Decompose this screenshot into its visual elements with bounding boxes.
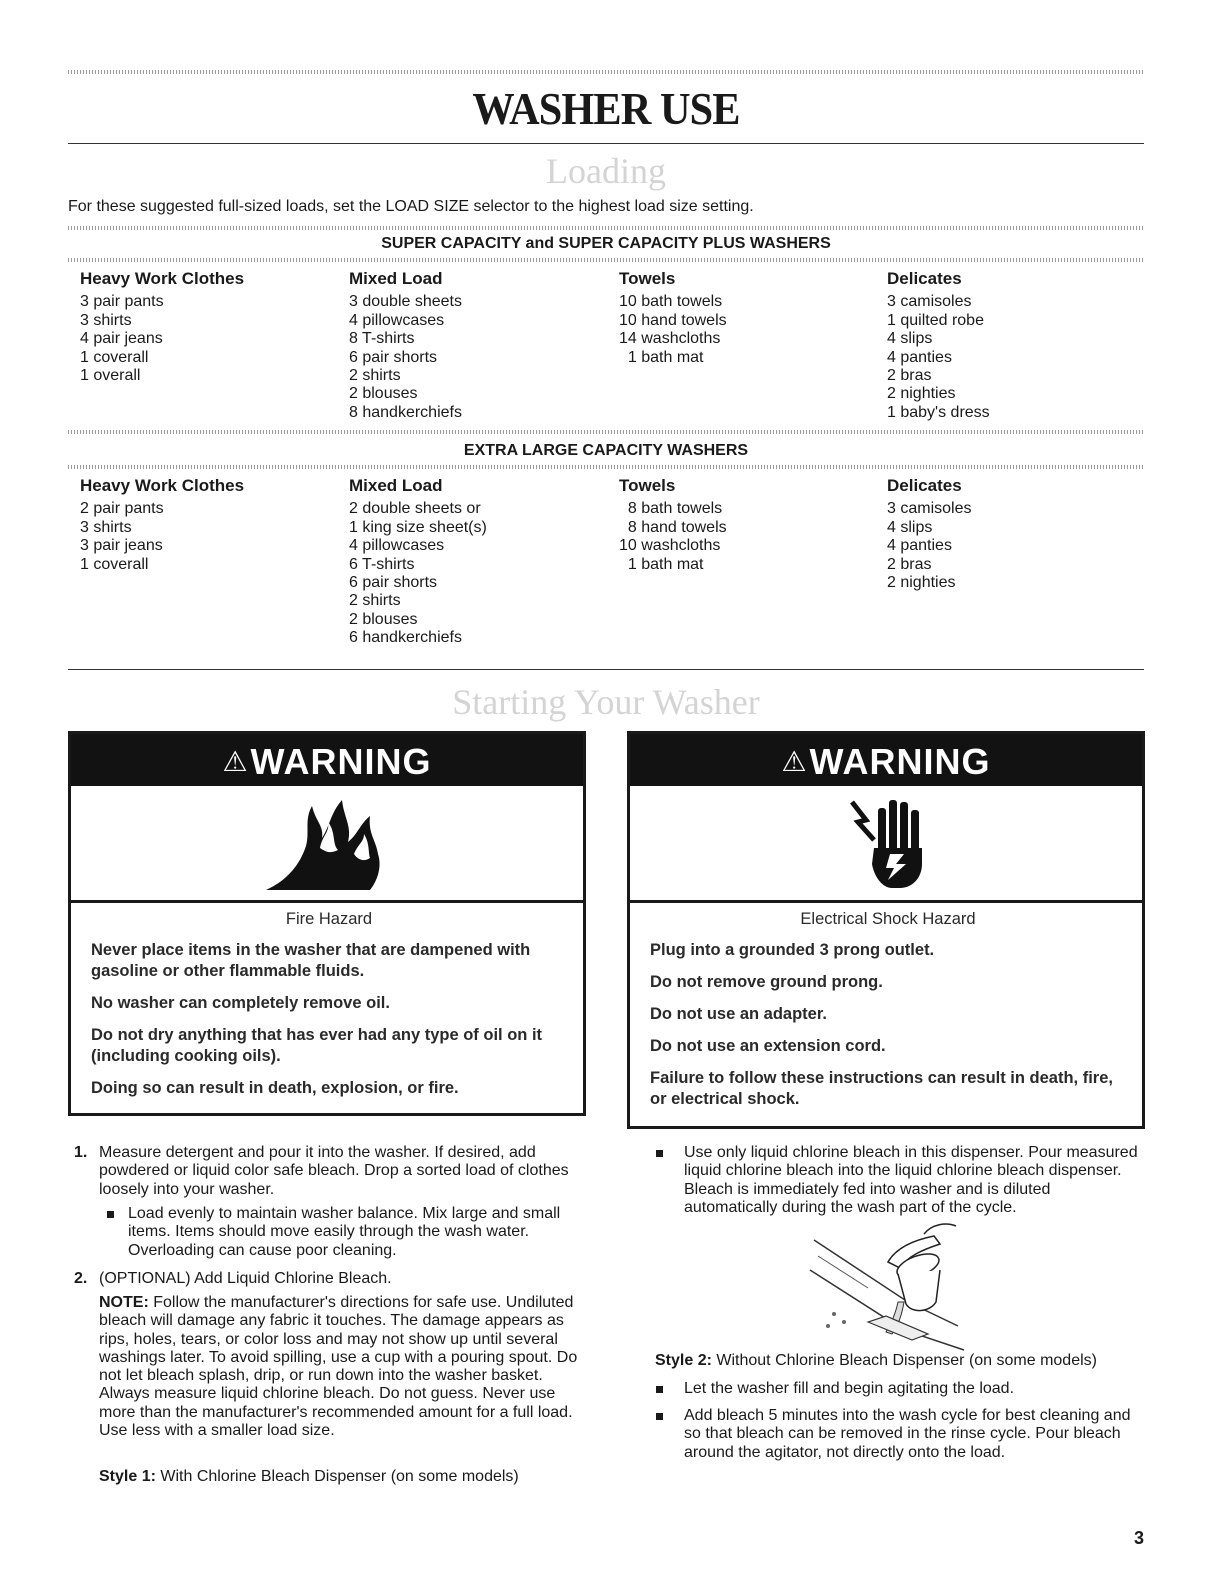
- load-item: 1 coverall: [80, 555, 149, 573]
- note-label: NOTE:: [99, 1294, 149, 1311]
- warning-line: Never place items in the washer that are dampened with gasoline or other flammable fluids.: [91, 941, 531, 980]
- load-item: 3 pair jeans: [80, 537, 163, 555]
- warning-line: Doing so can result in death, explosion, or fire.: [91, 1079, 459, 1097]
- style-1-line: [99, 1468, 589, 1486]
- style-1-text: With Chlorine Bleach Dispenser (on some models): [160, 1468, 519, 1485]
- load-item: 2 bras: [887, 555, 932, 573]
- load-item: 2 blouses: [349, 610, 418, 628]
- warning-line: Do not use an extension cord.: [650, 1037, 886, 1055]
- load-item: 14 washcloths: [619, 330, 721, 348]
- fire-warning-box: [68, 731, 586, 1116]
- warning-line: Do not remove ground prong.: [650, 973, 883, 991]
- load-column: [349, 477, 487, 648]
- loading-section-title: Loading: [546, 151, 666, 191]
- load-item: 3 shirts: [80, 311, 132, 329]
- step-1-text: Measure detergent and pour it into the washer. If desired, add powdered or liquid color safe bleach. Drop a sorted load of clothes loosely into your washer.: [99, 1144, 569, 1198]
- step-1-bullet: Load evenly to maintain washer balance. Mix large and small items. Items should move easily through the wash water. Overloading can cause poor cleaning.: [128, 1205, 561, 1259]
- load-item: 1 quilted robe: [887, 311, 984, 329]
- load-item: 2 double sheets or: [349, 500, 481, 518]
- load-item: 2 blouses: [349, 385, 418, 403]
- shock-warning-box: [627, 731, 1145, 1129]
- style-1-label: Style 1:: [99, 1468, 156, 1485]
- load-item: 4 pair jeans: [80, 330, 163, 348]
- load-item: 1 overall: [80, 367, 141, 385]
- page-title: WASHER USE: [472, 83, 740, 134]
- load-item: 3 camisoles: [887, 500, 972, 518]
- warning-line: Failure to follow these instructions can result in death, fire, or electrical shock.: [650, 1069, 1113, 1108]
- style-2-line: [655, 1352, 1145, 1370]
- load-item: 2 bras: [887, 367, 932, 385]
- warning-label: WARNING: [809, 741, 991, 782]
- shock-pictogram: [630, 786, 1142, 903]
- step-2-note: [99, 1294, 589, 1440]
- load-column: [619, 477, 727, 574]
- bullet-icon: [107, 1211, 114, 1218]
- load-column: [80, 270, 244, 385]
- column-header: Heavy Work Clothes: [80, 476, 245, 495]
- load-column: [80, 477, 244, 574]
- column-header: Mixed Load: [349, 476, 443, 495]
- load-item: 1 bath mat: [619, 348, 704, 366]
- load-item: 8 T-shirts: [349, 330, 415, 348]
- load-item: 4 pillowcases: [349, 537, 445, 555]
- top-dotted-rule: [68, 70, 1144, 74]
- table1-top-rule: [68, 226, 1144, 230]
- column-header: Mixed Load: [349, 269, 443, 288]
- load-item: 6 pair shorts: [349, 348, 438, 366]
- load-item: 10 hand towels: [619, 311, 727, 329]
- load-item: 8 handkerchiefs: [349, 403, 462, 421]
- fire-hazard-icon: [260, 792, 400, 896]
- note-text: Follow the manufacturer's directions for safe use. Undiluted bleach will damage any fabric it touches. The damage appears as rips, holes, tears, or color loss and may not show up until several washings later. To avoid spilling, use a cup with a pouring spout. Do not let bleach splash, drip, or run down into the washer basket. Always measure liquid chlorine bleach. Do not guess. Never use more than the manufacturer's recommended amount for a full load. Use less with a smaller load size.: [99, 1294, 578, 1440]
- load-item: 4 slips: [887, 330, 933, 348]
- hazard-title: Fire Hazard: [285, 910, 373, 928]
- starting-section-title: Starting Your Washer: [452, 682, 760, 722]
- page-number: 3: [1133, 1528, 1144, 1548]
- shock-warning-text: [650, 909, 1126, 1121]
- warning-triangle-icon: ⚠: [781, 746, 808, 777]
- load-item: 3 shirts: [80, 518, 132, 536]
- warning-line: No washer can completely remove oil.: [91, 994, 390, 1012]
- style-2-label: Style 2:: [655, 1352, 712, 1369]
- load-item: 8 hand towels: [619, 518, 727, 536]
- column-header: Heavy Work Clothes: [80, 269, 245, 288]
- title-rule: [68, 143, 1144, 144]
- table2-heading-rule: [68, 465, 1144, 469]
- warning-label: WARNING: [250, 741, 432, 782]
- column-header: Towels: [619, 476, 676, 495]
- load-item: 2 pair pants: [80, 500, 164, 518]
- fire-warning-text: [91, 909, 567, 1110]
- step-1-number: 1.: [74, 1144, 88, 1161]
- warning-triangle-icon: ⚠: [222, 746, 249, 777]
- load-item: 10 bath towels: [619, 293, 723, 311]
- load-item: 2 shirts: [349, 367, 401, 385]
- bullet-icon: [656, 1413, 663, 1420]
- electrical-shock-icon: [844, 792, 934, 896]
- table2-top-rule: [68, 430, 1144, 434]
- load-item: 4 slips: [887, 518, 933, 536]
- table1-heading: SUPER CAPACITY and SUPER CAPACITY PLUS WASHERS: [381, 235, 831, 252]
- add-bleach-bullet: Add bleach 5 minutes into the wash cycle for best cleaning and so that bleach can be removed in the rinse cycle. Pour bleach around the agitator, not directly onto the load.: [684, 1407, 1131, 1461]
- warning-banner: [71, 734, 583, 786]
- load-column: [887, 270, 990, 422]
- table2-heading: EXTRA LARGE CAPACITY WASHERS: [463, 442, 749, 459]
- load-item: 10 washcloths: [619, 537, 721, 555]
- warning-line: Plug into a grounded 3 prong outlet.: [650, 941, 935, 959]
- load-item: 3 pair pants: [80, 293, 164, 311]
- load-item: 4 panties: [887, 537, 952, 555]
- bullet-icon: [656, 1386, 663, 1393]
- load-item: 1 baby's dress: [887, 403, 990, 421]
- step-2-number: 2.: [74, 1270, 88, 1287]
- load-item: 6 handkerchiefs: [349, 629, 462, 647]
- load-item: 1 king size sheet(s): [349, 518, 487, 536]
- load-item: 4 pillowcases: [349, 311, 445, 329]
- fire-pictogram: [71, 786, 583, 903]
- style-2-text: Without Chlorine Bleach Dispenser (on some models): [716, 1352, 1097, 1369]
- table1-heading-rule: [68, 258, 1144, 262]
- bullet-icon: [656, 1150, 663, 1157]
- fill-bullet: Let the washer fill and begin agitating the load.: [684, 1380, 1015, 1397]
- load-item: 8 bath towels: [619, 500, 723, 518]
- load-item: 3 camisoles: [887, 293, 972, 311]
- column-header: Delicates: [887, 476, 962, 495]
- load-item: 2 nighties: [887, 574, 956, 592]
- step-2-text: (OPTIONAL) Add Liquid Chlorine Bleach.: [99, 1270, 392, 1287]
- load-item: 3 double sheets: [349, 293, 462, 311]
- dispenser-bullet: Use only liquid chlorine bleach in this dispenser. Pour measured liquid chlorine bleach into the liquid chlorine bleach dispenser. Bleach is immediately fed into washer and is diluted automatically during the wash part of the cycle.: [684, 1144, 1138, 1216]
- load-item: 2 nighties: [887, 385, 956, 403]
- warning-line: Do not dry anything that has ever had any type of oil on it (including cooking oils).: [91, 1026, 543, 1065]
- bleach-pour-illustration: [808, 1222, 968, 1352]
- warning-banner: [630, 734, 1142, 786]
- load-item: 1 coverall: [80, 348, 149, 366]
- loading-intro: For these suggested full-sized loads, set the LOAD SIZE selector to the highest load size setting.: [68, 198, 754, 215]
- column-header: Delicates: [887, 269, 962, 288]
- load-column: [349, 270, 462, 422]
- load-item: 6 T-shirts: [349, 555, 415, 573]
- section-divider: [68, 669, 1144, 670]
- column-header: Towels: [619, 269, 676, 288]
- load-column: [619, 270, 727, 367]
- load-column: [887, 477, 971, 592]
- load-item: 4 panties: [887, 348, 952, 366]
- hazard-title: Electrical Shock Hazard: [800, 910, 976, 928]
- load-item: 2 shirts: [349, 592, 401, 610]
- load-item: 6 pair shorts: [349, 574, 438, 592]
- warning-line: Do not use an adapter.: [650, 1005, 827, 1023]
- load-item: 1 bath mat: [619, 555, 704, 573]
